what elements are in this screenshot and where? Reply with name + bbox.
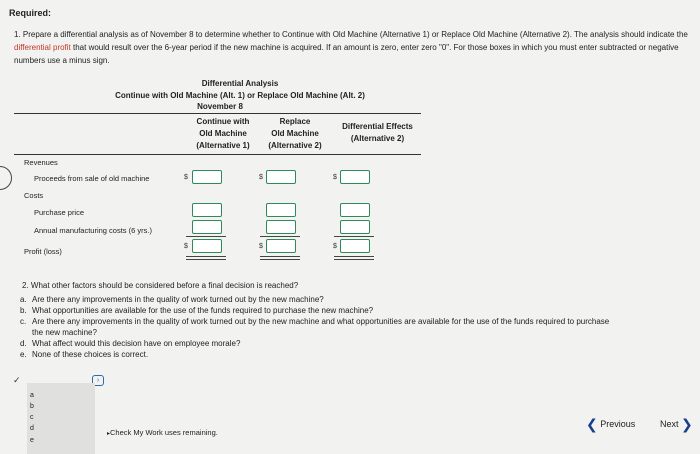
purchase-alt1-input[interactable] [192, 203, 222, 217]
profit-alt1-input[interactable] [192, 239, 222, 253]
profit-diff-input[interactable] [340, 239, 370, 253]
answer-choice-e[interactable]: e [30, 437, 34, 444]
question-number: 1. [14, 30, 21, 39]
next-button[interactable]: Next ❯ [660, 416, 693, 432]
col-header-alt1: Continue with Old Machine (Alternative 1) [196, 117, 250, 150]
option-d: d. What affect would this decision have on employee morale? [20, 339, 241, 348]
check-my-work-link[interactable]: ▸Check My Work uses remaining. [107, 428, 218, 437]
chevron-right-icon: ❯ [681, 416, 693, 432]
answer-choice-b[interactable]: b [30, 403, 34, 410]
subtotal-rule [260, 236, 300, 237]
currency-symbol: $ [333, 174, 337, 181]
question-text-part1: Prepare a differential analysis as of November 8 to determine whether to Continue with Old Machine (Alternative 1) or Replace Old Machine (Alternative 2). The analysis should indicate the [22, 30, 688, 39]
currency-symbol: $ [259, 243, 263, 250]
proceeds-alt2-input[interactable] [266, 170, 296, 184]
option-e: e. None of these choices is correct. [20, 350, 149, 359]
profit-alt2-input[interactable] [266, 239, 296, 253]
proceeds-diff-input[interactable] [340, 170, 370, 184]
answer-choice-d[interactable]: d [30, 425, 34, 432]
option-c: c. Are there any improvements in the quality of work turned out by the new machine and what opportunities are available for the use of the funds required to purchase [20, 317, 610, 326]
purchase-alt2-input[interactable] [266, 203, 296, 217]
option-c-cont: the new machine? [32, 328, 97, 337]
dropdown-chevron-icon[interactable]: › [92, 375, 104, 386]
currency-symbol: $ [333, 243, 337, 250]
answer-choice-c[interactable]: c [30, 414, 34, 421]
table-date: November 8 [197, 102, 243, 111]
currency-symbol: $ [184, 243, 188, 250]
mfg-alt2-input[interactable] [266, 220, 296, 234]
question-2-text: 2. What other factors should be considered before a final decision is reached? [22, 281, 299, 290]
option-a: a. Are there any improvements in the quality of work turned out by the new machine? [20, 295, 324, 304]
total-double-rule [186, 256, 226, 260]
row-label-proceeds: Proceeds from sale of old machine [34, 174, 150, 183]
proceeds-alt1-input[interactable] [192, 170, 222, 184]
mfg-diff-input[interactable] [340, 220, 370, 234]
header-bottom-rule [14, 154, 421, 155]
purchase-diff-input[interactable] [340, 203, 370, 217]
table-subtitle: Continue with Old Machine (Alt. 1) or Replace Old Machine (Alt. 2) [115, 91, 365, 100]
question-1-text [14, 28, 690, 67]
question-2-options [20, 294, 700, 360]
question-text-part2: that would result over the 6-year period if the new machine is acquired. If an amount is zero, enter zero "0". For those boxes in which you must enter subtracted or negative numbers use a minus sign. [14, 43, 679, 65]
table-title: Differential Analysis [201, 79, 279, 88]
option-b: b. What opportunities are available for the use of the funds required to purchase the new machine? [20, 306, 374, 315]
row-label-revenues: Revenues [24, 158, 58, 167]
total-double-rule [334, 256, 374, 260]
answer-choice-a[interactable]: a [30, 392, 34, 399]
subtotal-rule [334, 236, 374, 237]
subtotal-rule [186, 236, 226, 237]
mfg-alt1-input[interactable] [192, 220, 222, 234]
side-collapse-handle[interactable] [0, 166, 12, 190]
differential-profit-link[interactable]: differential profit [14, 43, 71, 52]
row-label-purchase-price: Purchase price [34, 208, 85, 217]
row-label-costs: Costs [24, 191, 44, 200]
checkmark-icon: ✓ [13, 375, 21, 385]
required-heading: Required: [9, 8, 52, 18]
answer-select-list[interactable] [27, 383, 95, 454]
previous-button[interactable]: ❮ Previous [586, 416, 636, 432]
currency-symbol: $ [259, 174, 263, 181]
header-rule [14, 113, 421, 114]
row-label-profit: Profit (loss) [24, 247, 62, 256]
currency-symbol: $ [184, 174, 188, 181]
chevron-left-icon: ❮ [586, 416, 598, 432]
col-header-diff: Differential Effects (Alternative 2) [342, 122, 413, 143]
col-header-alt2: Replace Old Machine (Alternative 2) [268, 117, 322, 150]
total-double-rule [260, 256, 300, 260]
row-label-annual-mfg: Annual manufacturing costs (6 yrs.) [34, 226, 152, 235]
